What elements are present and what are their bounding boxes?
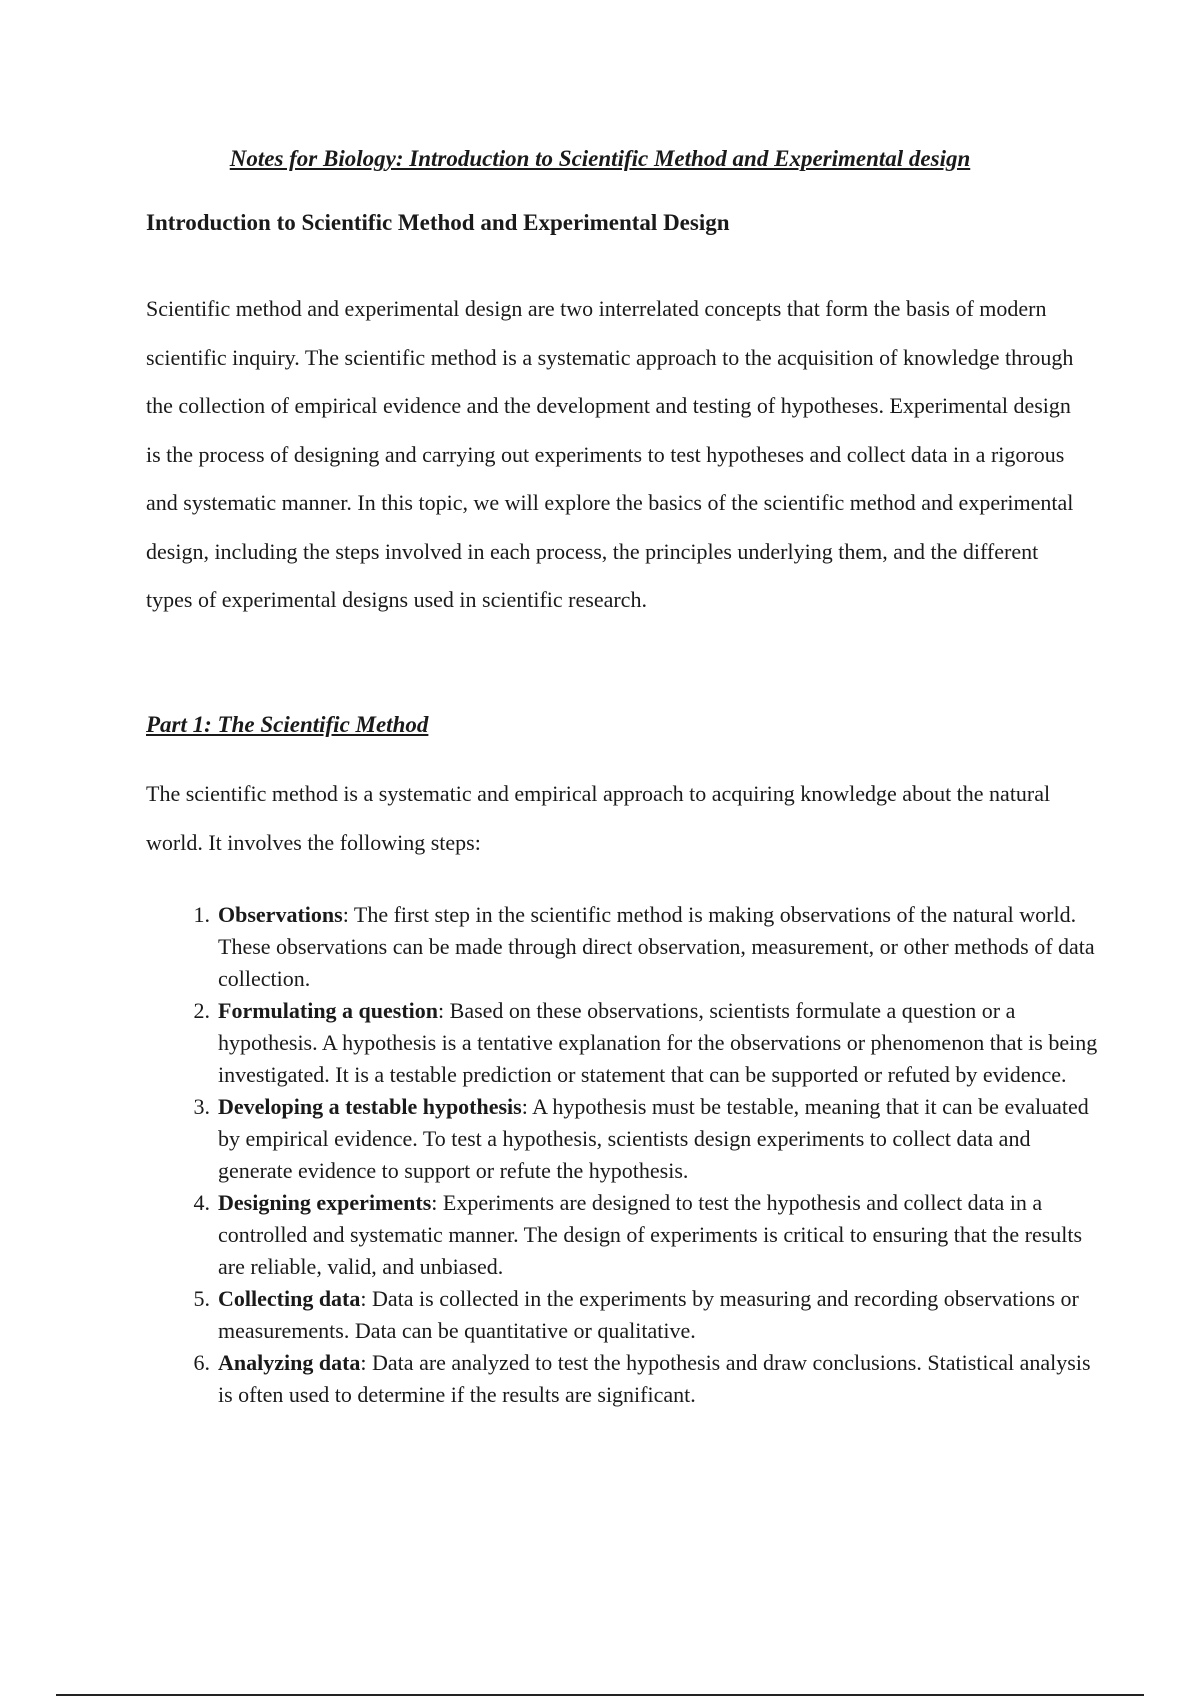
step-term: Collecting data [218,1286,361,1311]
list-item [193,1283,1098,1347]
intro-paragraph: Scientific method and experimental design are two interrelated concepts that form the basis of modern scientific inquiry. The scientific method is a systematic approach to the acquisition of knowledge through the collection of empirical evidence and the development and testing of hypotheses. Experimental design is the process of designing and carrying out experiments to test hypotheses and collect data in a rigorous and systematic manner. In this topic, we will explore the basics of the scientific method and experimental design, including the steps involved in each process, the principles underlying them, and the different types of experimental designs used in scientific research. [146,296,1074,612]
step-text: : A hypothesis must be testable, meaning that it can be evaluated by empirical evidence. To test a hypothesis, scientists design experiments to collect data and generate evidence to support or refute the hypothesis. [218,1094,1089,1183]
list-item [193,1091,1098,1187]
step-text: : Based on these observations, scientists formulate a question or a hypothesis. A hypothesis is a tentative explanation for the observations or phenomenon that is being investigated. It is a testable prediction or statement that can be supported or refuted by evidence. [218,998,1098,1087]
step-text: : Data are analyzed to test the hypothesis and draw conclusions. Statistical analysis is often used to determine if the results are significant. [218,1350,1091,1407]
part-1-intro: The scientific method is a systematic and empirical approach to acquiring knowledge about the natural world. It involves the following steps: [146,781,1051,855]
steps-list [193,899,1098,1411]
step-term: Formulating a question [218,998,439,1023]
step-term: Analyzing data [218,1350,361,1375]
step-number: 3. [193,1094,210,1119]
list-item [193,995,1098,1091]
step-text: : Data is collected in the experiments by measuring and recording observations or measurements. Data can be quantitative or qualitative. [218,1286,1079,1343]
step-term: Developing a testable hypothesis [218,1094,522,1119]
list-item [193,899,1098,995]
list-item [193,1347,1098,1411]
step-term: Designing experiments [218,1190,432,1215]
document-title: Notes for Biology: Introduction to Scientific Method and Experimental design [229,146,971,171]
section-heading: Introduction to Scientific Method and Experimental Design [146,210,730,235]
step-term: Observations [218,902,343,927]
step-text: : The first step in the scientific method is making observations of the natural world. These observations can be made through direct observation, measurement, or other methods of data collection. [218,902,1095,991]
step-number: 6. [193,1350,210,1375]
part-1-heading: Part 1: The Scientific Method [146,712,429,737]
step-number: 4. [193,1190,210,1215]
step-text: : Experiments are designed to test the hypothesis and collect data in a controlled and systematic manner. The design of experiments is critical to ensuring that the results are reliable, valid, and unbiased. [218,1190,1083,1279]
list-item [193,1187,1098,1283]
page-bottom-divider [56,1694,1144,1696]
step-number: 2. [193,998,210,1023]
step-number: 5. [193,1286,210,1311]
step-number: 1. [193,902,210,927]
